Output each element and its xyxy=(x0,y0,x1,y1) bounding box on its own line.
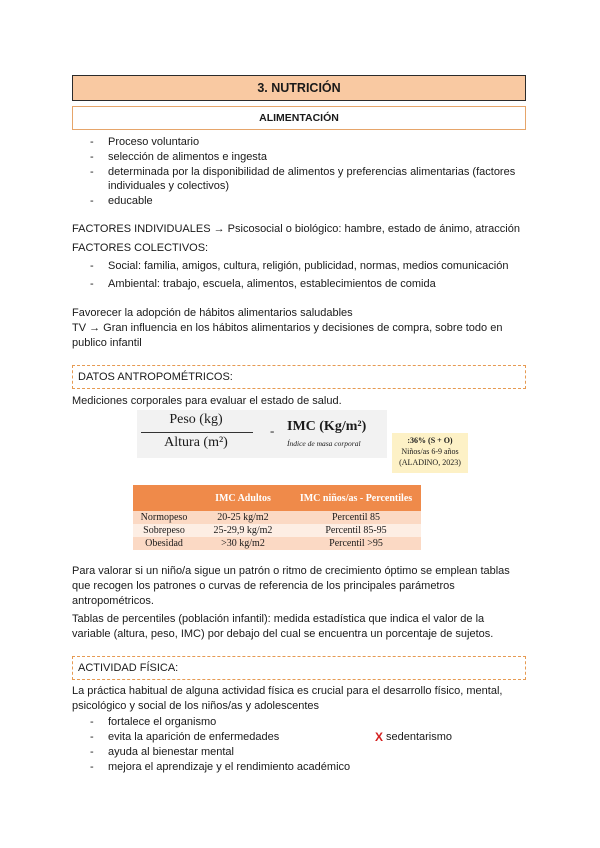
imc-table-wrapper xyxy=(133,485,421,550)
list-item: ayuda al bienestar mental xyxy=(108,746,234,758)
list-item: educable xyxy=(108,195,153,207)
table-header: IMC niños/as - Percentiles xyxy=(291,485,421,511)
list-item: mejora el aprendizaje y el rendimiento académico xyxy=(108,761,351,773)
factores-colectivos: FACTORES COLECTIVOS: xyxy=(72,242,209,254)
bullet-dash: - xyxy=(90,136,94,148)
list-item: evita la aparición de enfermedades xyxy=(108,731,280,743)
section-subtitle: ALIMENTACIÓN xyxy=(72,106,526,130)
list-item: fortalece el organismo xyxy=(108,716,217,728)
fraction-line xyxy=(141,432,253,433)
table-cell: Normopeso xyxy=(133,511,195,524)
list-item: selección de alimentos e ingesta xyxy=(108,151,267,163)
note-line1: :36% (S + O) xyxy=(407,436,453,445)
table-header: IMC Adultos xyxy=(195,485,291,511)
prevalence-note xyxy=(392,433,468,473)
table-cell: Sobrepeso xyxy=(133,524,195,537)
valorar-line: Para valorar si un niño/a sigue un patrón o ritmo de crecimiento óptimo se emplean tablas xyxy=(72,565,510,577)
actividad-line: psicológico y social de los niños/as y adolescentes xyxy=(72,700,320,712)
table-row xyxy=(133,524,421,537)
actividad-line: La práctica habitual de alguna actividad física es crucial para el desarrollo físico, mental, xyxy=(72,685,503,697)
x-mark-icon: X xyxy=(375,730,384,744)
valorar-line: que recogen los patrones o curvas de referencia de los principales parámetros xyxy=(72,580,455,592)
bullet-dash: - xyxy=(90,260,94,272)
table-cell: >30 kg/m2 xyxy=(195,537,291,550)
table-cell: Obesidad xyxy=(133,537,195,550)
valorar-line: antropométricos. xyxy=(72,595,154,607)
bullet-dash: - xyxy=(90,746,94,758)
mediciones-text: Mediciones corporales para evaluar el estado de salud. xyxy=(72,395,342,407)
bullet-dash: - xyxy=(90,716,94,728)
formula-result: IMC (Kg/m²) xyxy=(287,419,367,434)
table-header xyxy=(133,485,195,511)
tv-text-line2: publico infantil xyxy=(72,337,142,349)
tablas-line: variable (altura, peso, IMC) por debajo del cual se encuentra un porcentaje de sujetos. xyxy=(72,628,494,640)
bullet-dash: - xyxy=(90,278,94,290)
list-item: Social: familia, amigos, cultura, religión, publicidad, normas, medios comunicación xyxy=(108,260,509,272)
imc-formula xyxy=(137,410,387,458)
bullet-dash: - xyxy=(90,195,94,207)
list-item: determinada por la disponibilidad de alimentos y preferencias alimentarias (factores xyxy=(108,166,516,178)
formula-caption: Índice de masa corporal xyxy=(287,439,361,448)
table-cell: Percentil 85-95 xyxy=(291,524,421,537)
table-cell: Percentil >95 xyxy=(291,537,421,550)
note-line2: Niños/as 6-9 años xyxy=(401,447,459,456)
bullet-dash: - xyxy=(90,166,94,178)
tablas-line: Tablas de percentiles (población infantil): medida estadística que indica el valor de la xyxy=(72,613,485,625)
bullet-dash: - xyxy=(90,151,94,163)
table-header-row xyxy=(133,485,421,511)
list-item: Proceso voluntario xyxy=(108,136,200,148)
factores-individuales: FACTORES INDIVIDUALES → Psicosocial o biológico: hambre, estado de ánimo, atracción xyxy=(72,223,520,235)
note-line3: (ALADINO, 2023) xyxy=(399,458,461,467)
formula-denominator: Altura (m²) xyxy=(164,435,228,450)
list-item-continuation: individuales y colectivos) xyxy=(108,180,230,192)
formula-numerator: Peso (kg) xyxy=(169,412,223,427)
table-row xyxy=(133,537,421,550)
favorecer-text: Favorecer la adopción de hábitos alimentarios saludables xyxy=(72,307,353,319)
bullet-dash: - xyxy=(90,731,94,743)
table-row xyxy=(133,511,421,524)
datos-antropometricos-header: DATOS ANTROPOMÉTRICOS: xyxy=(72,365,526,389)
list-item: Ambiental: trabajo, escuela, alimentos, establecimientos de comida xyxy=(108,278,436,290)
bullet-dash: - xyxy=(90,761,94,773)
formula-dash: - xyxy=(270,423,275,438)
sedentarismo-label: sedentarismo xyxy=(386,731,453,743)
actividad-fisica-header: ACTIVIDAD FÍSICA: xyxy=(72,656,526,680)
table-cell: Percentil 85 xyxy=(291,511,421,524)
table-cell: 20-25 kg/m2 xyxy=(195,511,291,524)
imc-table xyxy=(133,485,421,550)
table-cell: 25-29,9 kg/m2 xyxy=(195,524,291,537)
page-title: 3. NUTRICIÓN xyxy=(72,75,526,101)
tv-text-line1: TV → Gran influencia en los hábitos alimentarios y decisiones de compra, sobre todo en xyxy=(72,322,503,334)
